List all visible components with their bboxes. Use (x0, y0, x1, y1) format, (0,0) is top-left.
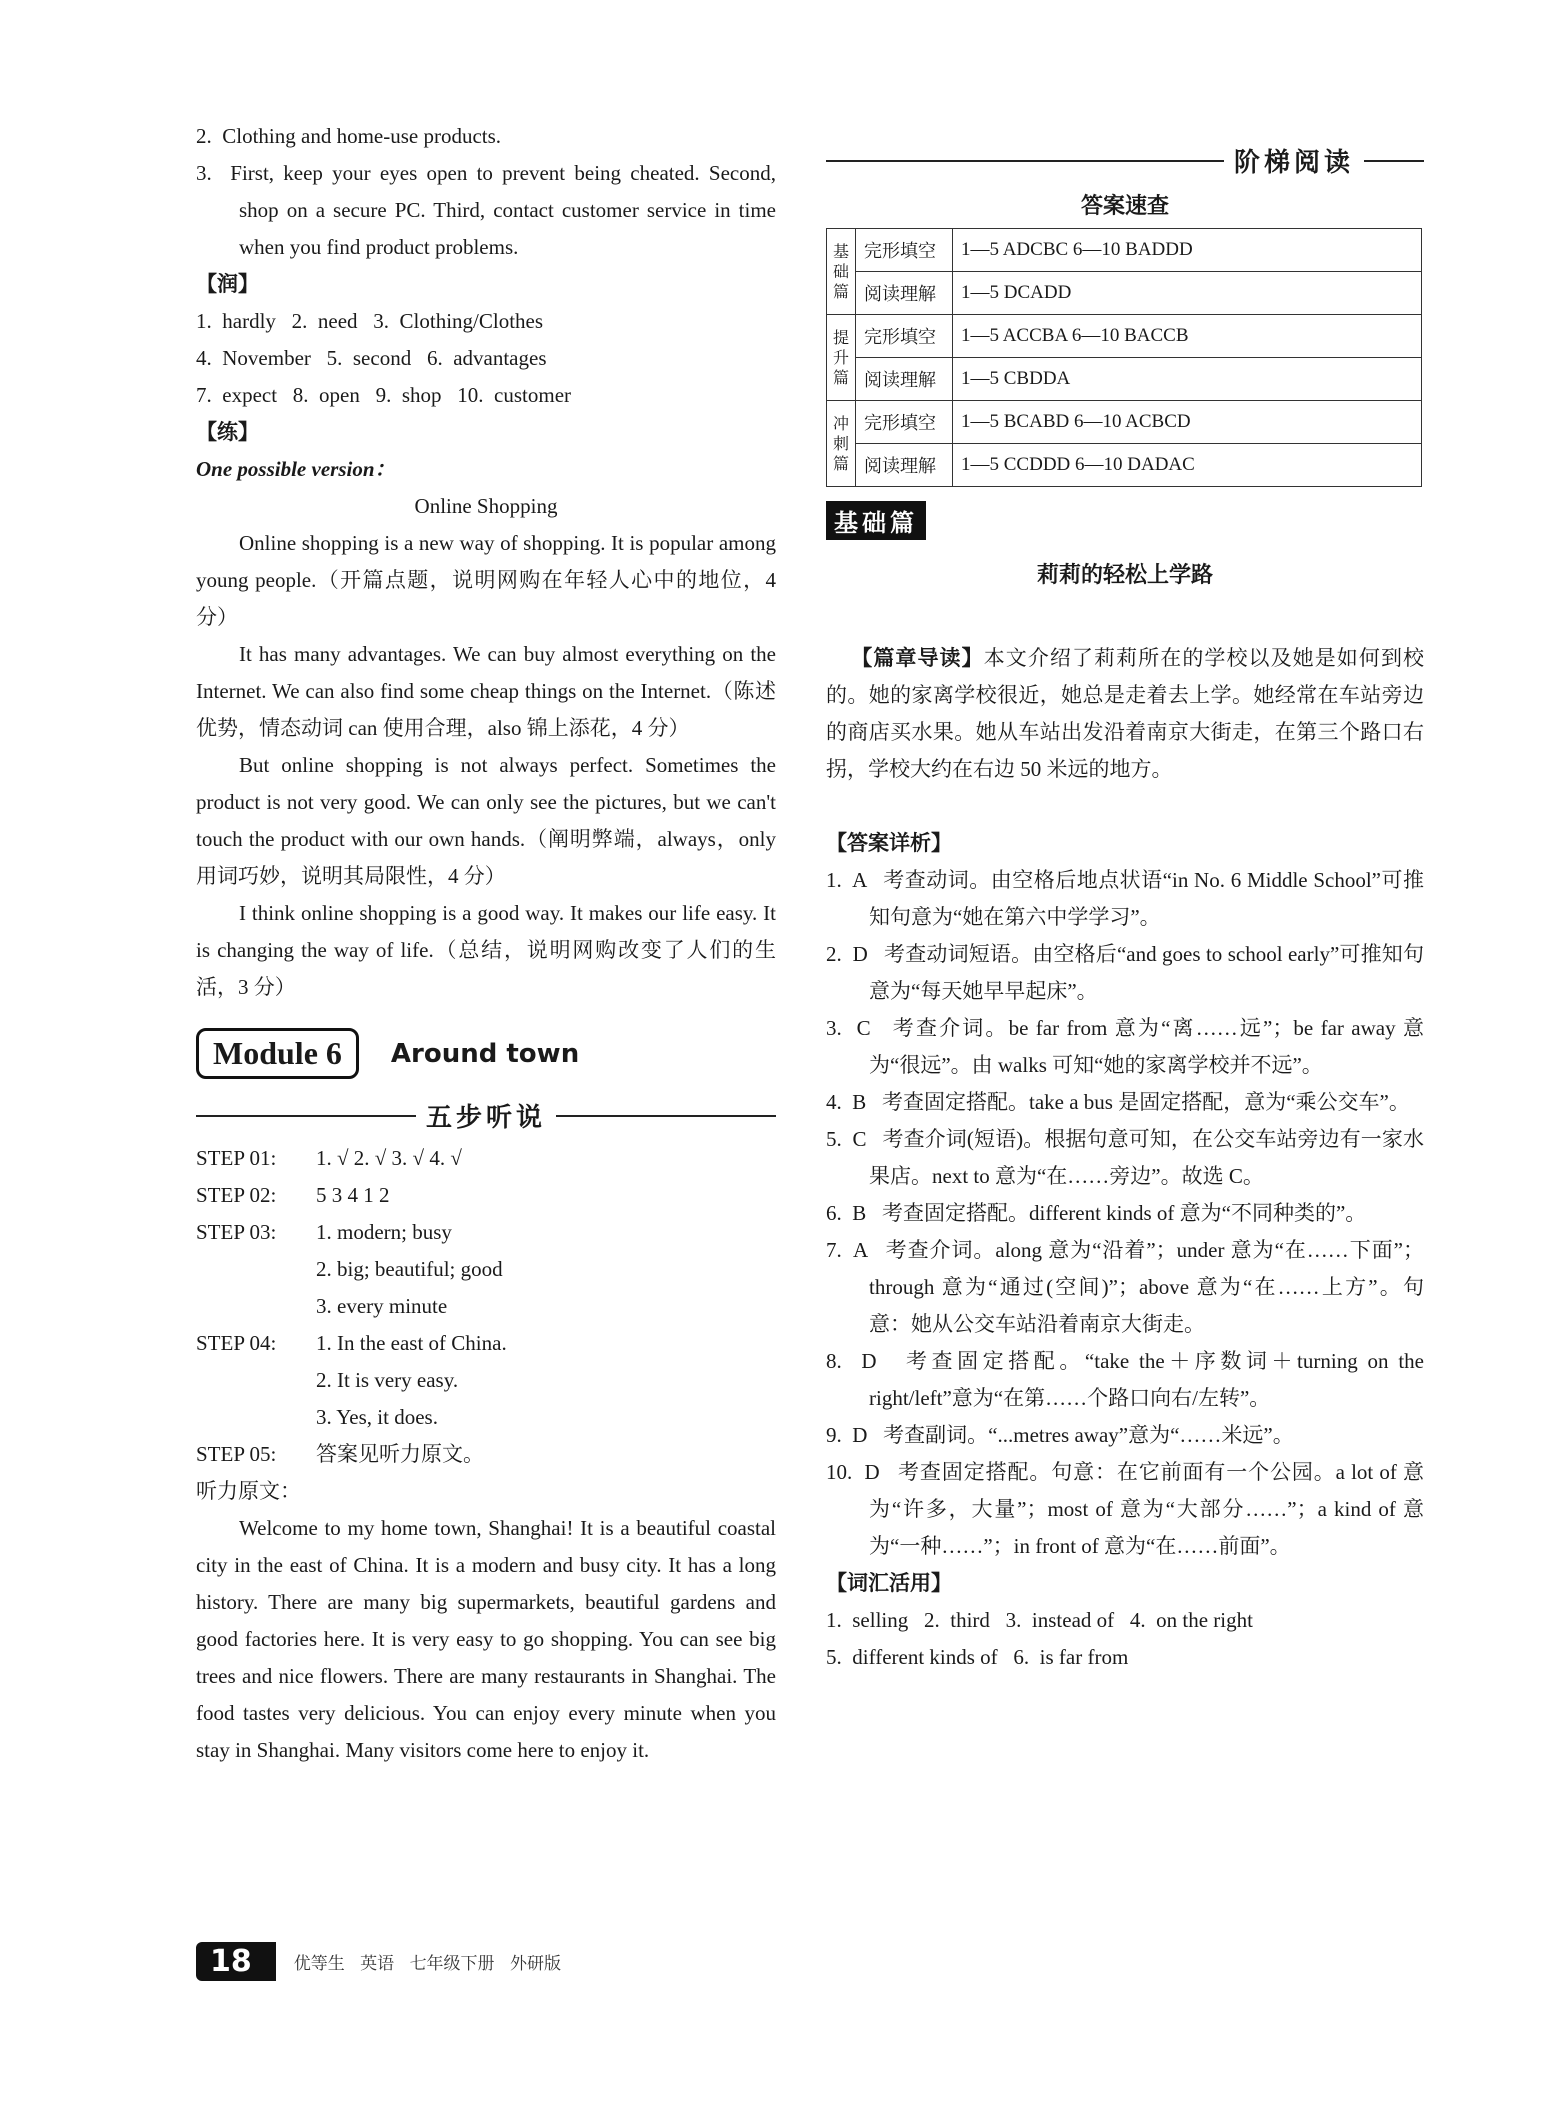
vocab-tag: 【词汇活用】 (826, 1571, 952, 1595)
answer-cell: 1—5 DCADD (953, 272, 1422, 315)
footer-text (294, 1949, 571, 1974)
answer-cell: 1—5 ADCBC 6—10 BADDD (953, 229, 1422, 272)
analysis-item: 7. A 考查介词。along 意为“沿着”；under 意为“在……下面”；through 意为“通过(空间)”；above 意为“在……上方”。句意：她从公交车站沿着南京大街走。 (826, 1238, 1424, 1336)
step-label: STEP 02: (196, 1183, 277, 1207)
section-tag-lian: 【练】 (196, 420, 259, 444)
analysis-item: 4. B 考查固定搭配。take a bus 是固定搭配，意为“乘公交车”。 (826, 1090, 1410, 1114)
guide-tag: 【篇章导读】 (851, 646, 984, 670)
group-cell: 提升篇 (827, 315, 856, 401)
answer-cell: 1—5 CBDDA (953, 358, 1422, 401)
answer-cell: 1—5 CCDDD 6—10 DADAC (953, 444, 1422, 487)
step-answer: 答案见听力原文。 (316, 1442, 484, 1466)
vocab-line: 1. selling 2. third 3. instead of 4. on the right (826, 1608, 1253, 1632)
step-label: STEP 01: (196, 1146, 277, 1170)
step-answer: 3. every minute (316, 1294, 448, 1318)
analysis-item: 3. C 考查介词。be far from 意为“离……远”；be far away 意为“很远”。由 walks 可知“她的家离学校并不远”。 (826, 1016, 1424, 1077)
analysis-item: 8. D 考查固定搭配。“take the＋序数词＋turning on the right/left”意为“在第……个路口向右/左转”。 (826, 1349, 1430, 1410)
step-row (196, 1214, 776, 1251)
table-title: 答案速查 (1080, 194, 1169, 219)
step-row (196, 1177, 776, 1214)
table-row (827, 229, 1422, 272)
step-row (196, 1325, 776, 1362)
group-cell: 冲刺篇 (827, 401, 856, 487)
passage-title: 莉莉的轻松上学路 (1036, 563, 1213, 588)
answer-cell: 1—5 BCABD 6—10 ACBCD (953, 401, 1422, 444)
analysis-item: 2. D 考查动词短语。由空格后“and goes to school early”可推知句意为“每天她早早起床”。 (826, 942, 1424, 1003)
answer-line: 3. First, keep your eyes open to prevent being cheated. Second, shop on a secure PC. Third, contact customer service in time when you find product problems. (196, 161, 782, 259)
category-cell: 完形填空 (856, 315, 953, 358)
analysis-item: 6. B 考查固定搭配。different kinds of 意为“不同种类的”。 (826, 1201, 1367, 1225)
footer-grade: 七年级下册 (409, 1954, 495, 1974)
analysis-item: 5. C 考查介词(短语)。根据句意可知，在公交车站旁边有一家水果店。next to 意为“在……旁边”。故选 C。 (826, 1127, 1424, 1188)
analysis-tag: 【答案详析】 (826, 831, 952, 855)
table-row (827, 444, 1422, 487)
version-label: One possible version： (196, 457, 396, 481)
listening-head-text: 五步听说 (426, 1103, 547, 1133)
table-row (827, 315, 1422, 358)
table-row (827, 272, 1422, 315)
category-cell: 阅读理解 (856, 444, 953, 487)
divider (556, 1115, 776, 1117)
step-answer: 5 3 4 1 2 (316, 1183, 390, 1207)
essay-paragraph: Online shopping is a new way of shopping. It is popular among young people.（开篇点题，说明网购在年轻人心中的地位，4 分） (196, 531, 782, 629)
transcript-label: 听力原文： (196, 1479, 301, 1503)
category-cell: 完形填空 (856, 229, 953, 272)
step-answer: 2. It is very easy. (316, 1368, 459, 1392)
level-tag: 基础篇 (826, 501, 926, 540)
table-row (827, 358, 1422, 401)
section-tag-run: 【润】 (196, 272, 259, 296)
guide-text: 本文介绍了莉莉所在的学校以及她是如何到校的。她的家离学校很近，她总是走着去上学。她经常在车站旁边的商店买水果。她从车站出发沿着南京大街走，在第三个路口右拐，学校大约在右边 50 米远的地方。 (826, 646, 1425, 781)
table-row (827, 401, 1422, 444)
category-cell: 完形填空 (856, 401, 953, 444)
analysis-item: 10. D 考查固定搭配。句意：在它前面有一个公园。a lot of 意为“许多，大量”；most of 意为“大部分……”；a kind of 意为“一种……”；in front of 意为“在……前面”。 (826, 1460, 1424, 1558)
step-answer: 2. big; beautiful; good (316, 1257, 503, 1281)
footer-brand: 优等生 (293, 1954, 345, 1974)
transcript-text: Welcome to my home town, Shanghai! It is a beautiful coastal city in the east of China. It is a modern and busy city. It has a long history. There are many big supermarkets, beautiful gardens and good factories here. It is very easy to go shopping. You can see big trees and nice flowers. There are many restaurants in Shanghai. The food tastes very delicious. You can enjoy every minute when you stay in Shanghai. Many visitors come here to enjoy it. (196, 1516, 782, 1762)
answer-line: 7. expect 8. open 9. shop 10. customer (196, 383, 572, 407)
guide-paragraph (826, 603, 1424, 825)
category-cell: 阅读理解 (856, 358, 953, 401)
essay-title: Online Shopping (414, 494, 558, 518)
answer-line: 1. hardly 2. need 3. Clothing/Clothes (196, 309, 544, 333)
answer-table (826, 228, 1422, 487)
page-footer (196, 1942, 571, 1981)
listening-section-head (196, 1097, 776, 1134)
analysis-item: 9. D 考查副词。“...metres away”意为“……米远”。 (826, 1423, 1294, 1447)
module-label: Module 6 (196, 1028, 359, 1079)
module-header (196, 1028, 776, 1079)
module-title: Around town (390, 1038, 580, 1069)
answer-cell: 1—5 ACCBA 6—10 BACCB (953, 315, 1422, 358)
step-row (196, 1436, 776, 1473)
answer-line: 4. November 5. second 6. advantages (196, 346, 547, 370)
step-answer: 1. In the east of China. (316, 1331, 507, 1355)
step-answer: 1. modern; busy (316, 1220, 452, 1244)
step-label: STEP 05: (196, 1442, 277, 1466)
group-cell: 基础篇 (827, 229, 856, 315)
step-row (196, 1140, 776, 1177)
divider (1364, 160, 1424, 162)
right-column (826, 142, 1430, 1676)
divider (826, 160, 1224, 162)
page-number: 18 (196, 1942, 276, 1981)
vocab-line: 5. different kinds of 6. is far from (826, 1645, 1129, 1669)
essay-paragraph: I think online shopping is a good way. It makes our life easy. It is changing the way of life.（总结，说明网购改变了人们的生活，3 分） (196, 901, 782, 999)
category-cell: 阅读理解 (856, 272, 953, 315)
essay-paragraph: It has many advantages. We can buy almost everything on the Internet. We can also find some cheap things on the Internet.（陈述优势，情态动词 can 使用合理，also 锦上添花，4 分） (196, 642, 782, 740)
step-answer: 1. √ 2. √ 3. √ 4. √ (316, 1146, 462, 1170)
reading-head-text: 阶梯阅读 (1233, 148, 1354, 178)
step-label: STEP 03: (196, 1220, 277, 1244)
analysis-item: 1. A 考查动词。由空格后地点状语“in No. 6 Middle School”可推知句意为“她在第六中学学习”。 (826, 868, 1424, 929)
answer-line: 2. Clothing and home-use products. (196, 124, 502, 148)
essay-paragraph: But online shopping is not always perfect. Sometimes the product is not very good. We can only see the pictures, but we can't touch the product with our own hands.（阐明弊端，always，only 用词巧妙，说明其局限性，4 分） (196, 753, 782, 888)
footer-subject: 英语 (360, 1954, 395, 1974)
divider (196, 1115, 416, 1117)
step-label: STEP 04: (196, 1331, 277, 1355)
left-column (196, 118, 782, 1769)
step-answer: 3. Yes, it does. (316, 1405, 438, 1429)
footer-edition: 外研版 (509, 1954, 561, 1974)
reading-section-head (826, 142, 1424, 179)
